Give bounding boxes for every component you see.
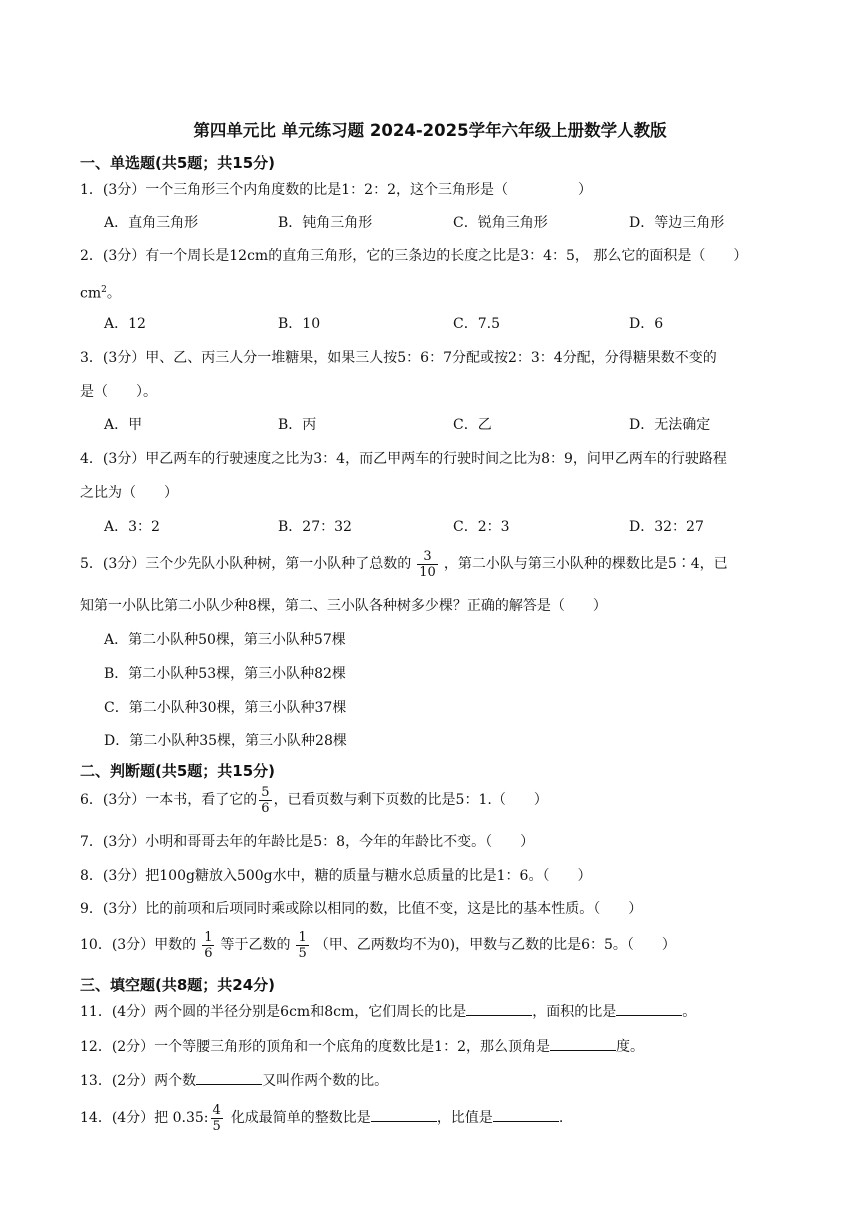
section-heading-true-false: 二、判断题(共5题；共15分)	[80, 762, 276, 780]
question-14-text-d: .	[558, 1110, 564, 1126]
option-d[interactable]: D．等边三角形	[629, 215, 725, 231]
question-7-text: 7．(3分）小明和哥哥去年的年龄比是5：8，今年的年龄比不变。（ ）	[80, 834, 535, 850]
answer-blank[interactable]	[196, 1070, 262, 1085]
question-13-text-b: 又叫作两个数的比。	[262, 1073, 389, 1089]
question-3-text: 3．(3分）甲、乙、丙三人分一堆糖果，如果三人按5：6：7分配或按2：3：4分配，分得糖果数不变的	[80, 350, 717, 366]
question-1-text: 1．(3分）一个三角形三个内角度数的比是1：2：2，这个三角形是（ ）	[80, 182, 592, 198]
question-10-text	[80, 929, 676, 961]
question-14-text-a: 14．(4分）把 0.35:	[80, 1110, 209, 1126]
question-11-text-b: ，面积的比是	[532, 1004, 617, 1020]
option-d[interactable]: D．无法确定	[629, 417, 711, 433]
fraction-numerator: 1	[298, 929, 307, 945]
question-1-options	[104, 213, 824, 233]
answer-blank[interactable]	[466, 1001, 532, 1016]
question-9-text: 9．(3分）比的前项和后项同时乘或除以相同的数，比值不变，这是比的基本性质。（ ）	[80, 901, 643, 917]
unit-end: 。	[106, 285, 121, 302]
answer-blank[interactable]	[371, 1107, 437, 1122]
option-c[interactable]: C．2：3	[453, 519, 510, 535]
question-12-text-a: 12．(2分）一个等腰三角形的顶角和一个底角的度数比是1：2，那么顶角是	[80, 1039, 550, 1055]
option-b[interactable]: B．丙	[278, 417, 317, 433]
fraction-four-fifths	[211, 1103, 223, 1134]
question-14-text-b: 化成最简单的整数比是	[230, 1110, 371, 1126]
unit-superscript: 2	[101, 285, 107, 295]
option-c[interactable]: C．第二小队种30棵，第三小队种37棵	[104, 700, 347, 716]
answer-blank[interactable]	[616, 1001, 682, 1016]
question-12-text-b: 度。	[616, 1039, 644, 1055]
fraction	[259, 785, 271, 816]
option-b[interactable]: B．27：32	[278, 519, 352, 535]
fraction-numerator: 4	[212, 1102, 221, 1118]
question-5-text-cont: 知第一小队比第二小队少种8棵，第二、三小队各种树多少棵？正确的解答是（ ）	[80, 598, 607, 614]
option-c[interactable]: C．锐角三角形	[453, 215, 548, 231]
section-heading-single-choice: 一、单选题(共5题；共15分)	[80, 154, 276, 172]
question-13-text-a: 13．(2分）两个数	[80, 1073, 197, 1089]
question-5-text-a: 5．(3分）三个少先队小队种树，第一小队种了总数的	[80, 556, 412, 572]
question-10-text-c: （甲、乙两数均不为0)，甲数与乙数的比是6：5。（ ）	[314, 937, 676, 953]
answer-blank[interactable]	[493, 1107, 559, 1122]
question-4-text: 4．(3分）甲乙两车的行驶速度之比为3：4，而乙甲两车的行驶时间之比为8：9，问甲乙两车的行驶路程	[80, 451, 727, 467]
option-c[interactable]: C．7.5	[453, 316, 500, 332]
option-a[interactable]: A．3：2	[104, 519, 160, 535]
fraction-denominator: 10	[419, 564, 436, 580]
question-3-options	[104, 415, 824, 435]
question-5-text	[80, 548, 728, 580]
option-a[interactable]: A．甲	[104, 417, 143, 433]
question-8-text: 8．(3分）把100g糖放入500g水中，糖的质量与糖水总质量的比是1：6。（ ）	[80, 868, 592, 884]
fraction-denominator: 5	[212, 1118, 221, 1134]
option-a[interactable]: A．第二小队种50棵，第三小队种57棵	[104, 632, 346, 648]
fraction-numerator: 3	[417, 549, 438, 565]
fraction-denominator: 6	[204, 945, 213, 961]
fraction-denominator: 6	[261, 800, 270, 816]
option-b[interactable]: B．第二小队种53棵，第三小队种82棵	[104, 666, 346, 682]
page-title: 第四单元比 单元练习题 2024-2025学年六年级上册数学人教版	[193, 121, 667, 140]
fraction-one-sixth	[202, 930, 214, 961]
option-a[interactable]: A．12	[104, 316, 146, 332]
question-12-text	[80, 1036, 644, 1057]
question-6-text-b: ，已看页数与剩下页数的比是5：1.（ ）	[273, 792, 548, 808]
fraction-one-fifth	[296, 930, 308, 961]
option-b[interactable]: B．10	[278, 316, 321, 332]
option-d[interactable]: D．第二小队种35棵，第三小队种28棵	[104, 733, 347, 749]
question-14-text	[80, 1100, 563, 1136]
question-4-text-cont: 之比为（ ）	[80, 485, 178, 501]
question-2-text: 2．(3分）有一个周长是12cm的直角三角形，它的三条边的长度之比是3：4：5， 那么它的面积是（ ）	[80, 248, 748, 264]
question-14-text-c: ，比值是	[436, 1110, 493, 1126]
question-11-text-a: 11．(4分）两个圆的半径分别是6cm和8cm，它们周长的比是	[80, 1004, 467, 1020]
option-c[interactable]: C．乙	[453, 417, 492, 433]
question-11-text	[80, 1001, 696, 1022]
fraction-numerator: 1	[204, 929, 213, 945]
question-4-options	[104, 517, 824, 537]
question-11-text-c: 。	[682, 1004, 697, 1020]
question-10-text-a: 10．(3分）甲数的	[80, 937, 197, 953]
option-b[interactable]: B．钝角三角形	[278, 215, 373, 231]
option-d[interactable]: D．6	[629, 316, 664, 332]
question-6-text-a: 6．(3分）一本书，看了它的	[80, 792, 258, 808]
question-5-text-b: ，第二小队与第三小队种的棵数比是5∶4，已	[443, 556, 728, 572]
question-10-text-b: 等于乙数的	[220, 937, 291, 953]
section-heading-fill-blank: 三、填空题(共8题；共24分)	[80, 976, 276, 994]
fraction-denominator: 5	[298, 945, 307, 961]
option-a[interactable]: A．直角三角形	[104, 215, 199, 231]
question-6-text	[80, 784, 548, 816]
question-13-text	[80, 1070, 388, 1091]
answer-blank[interactable]	[550, 1036, 616, 1051]
fraction	[417, 549, 438, 580]
option-d[interactable]: D．32：27	[629, 519, 704, 535]
unit-text: cm	[80, 285, 102, 302]
question-2-unit	[80, 280, 121, 304]
question-2-options	[104, 314, 824, 334]
fraction-numerator: 5	[261, 784, 270, 800]
question-3-text-cont: 是（ ）。	[80, 384, 157, 400]
